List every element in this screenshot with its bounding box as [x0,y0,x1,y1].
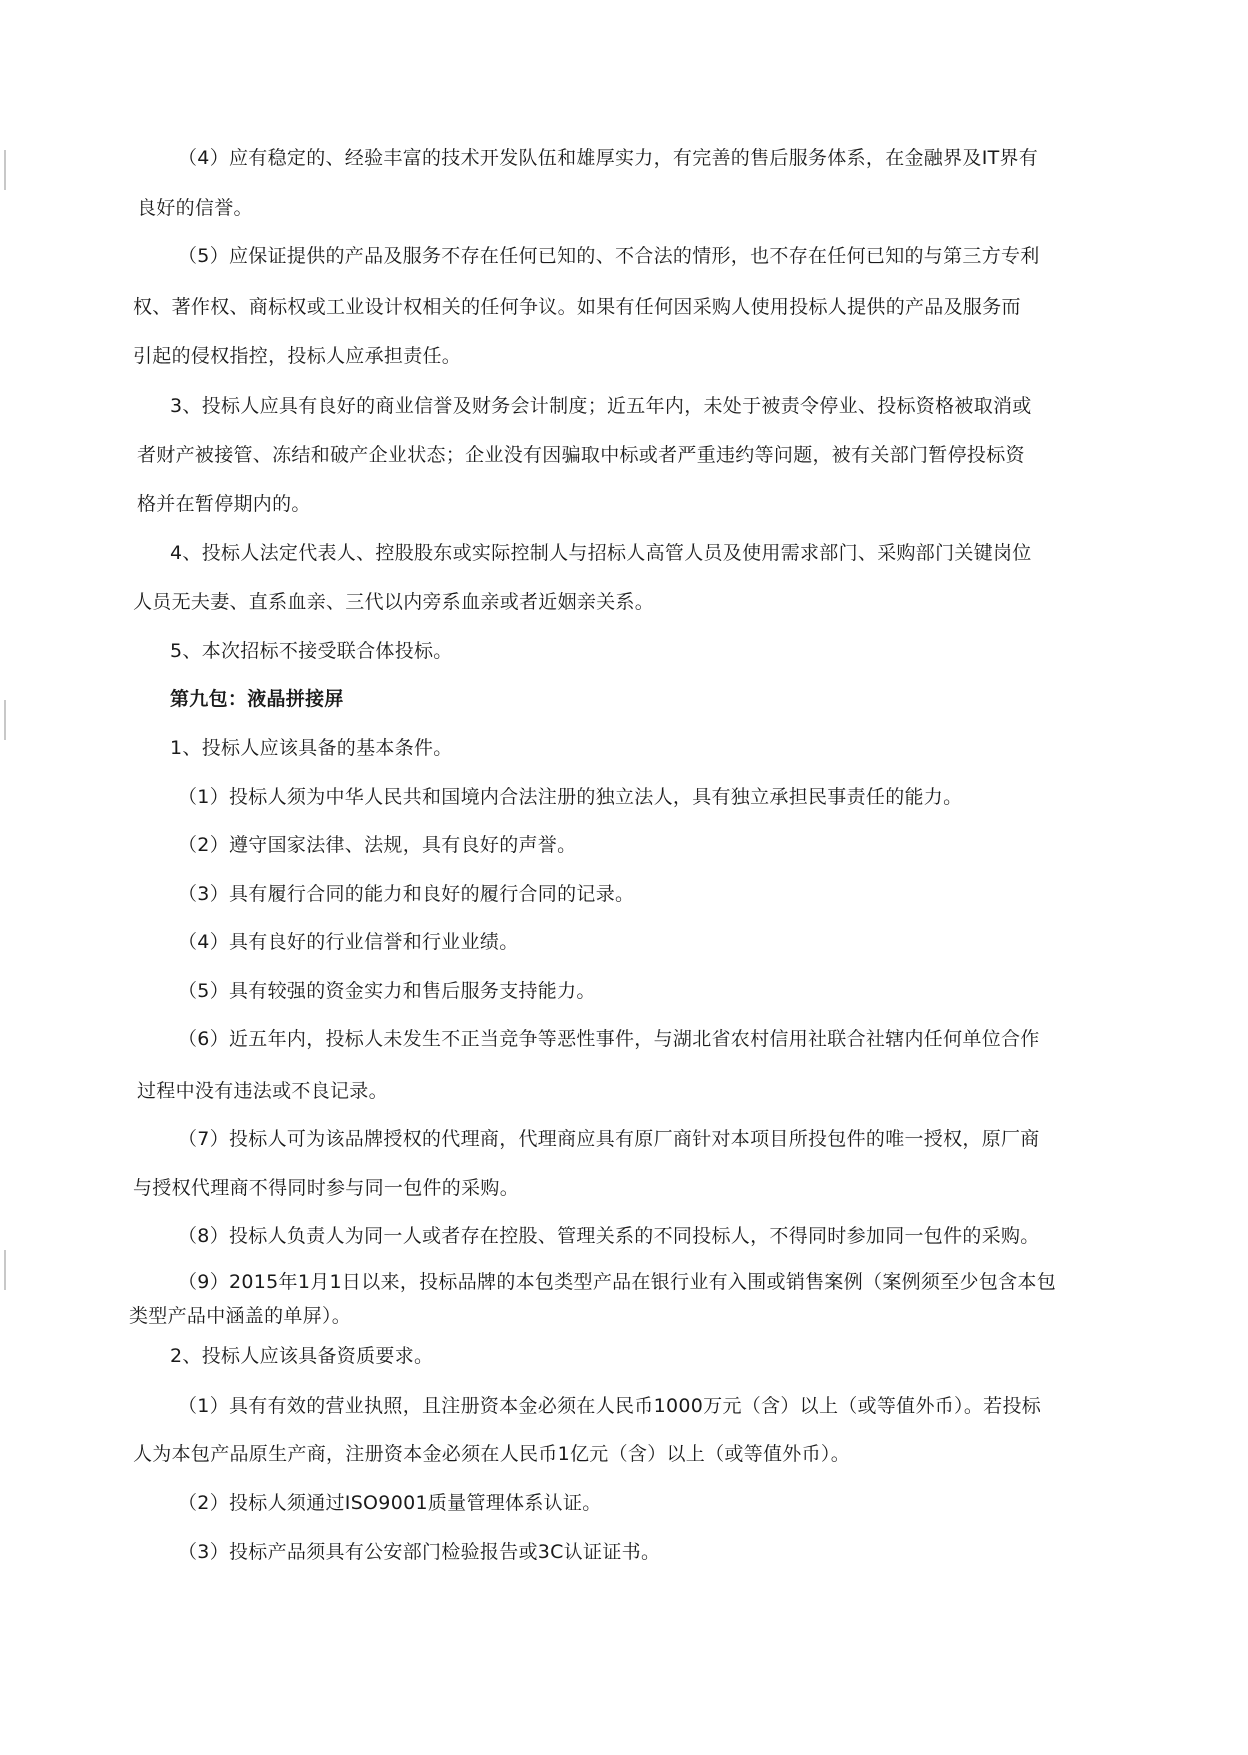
text-line: （2）投标人须通过ISO9001质量管理体系认证。 [178,1492,602,1514]
text-line: 人为本包产品原生产商，注册资本金必须在人民币1亿元（含）以上（或等值外币）。 [133,1443,850,1465]
text-line: 权、著作权、商标权或工业设计权相关的任何争议。如果有任何因采购人使用投标人提供的产品及服务而 [133,296,1021,318]
text-line: （4）具有良好的行业信誉和行业业绩。 [178,931,519,953]
text-line: （7）投标人可为该品牌授权的代理商，代理商应具有原厂商针对本项目所投包件的唯一授权，原厂商 [178,1128,1040,1150]
text-line: （6）近五年内，投标人未发生不正当竞争等恶性事件，与湖北省农村信用社联合社辖内任何单位合作 [178,1028,1040,1050]
text-line: （2）遵守国家法律、法规，具有良好的声誉。 [178,834,577,856]
text-line: 者财产被接管、冻结和破产企业状态；企业没有因骗取中标或者严重违约等问题，被有关部门暂停投标资 [137,444,1025,466]
text-line: 过程中没有违法或不良记录。 [137,1080,388,1102]
text-line: （1）投标人须为中华人民共和国境内合法注册的独立法人，具有独立承担民事责任的能力。 [178,786,963,808]
text-line: （5）应保证提供的产品及服务不存在任何已知的、不合法的情形，也不存在任何已知的与第三方专利 [178,245,1040,267]
text-line: （9）2015年1月1日以来，投标品牌的本包类型产品在银行业有入围或销售案例（案例须至少包含本包 [178,1271,1057,1293]
text-line: （4）应有稳定的、经验丰富的技术开发队伍和雄厚实力，有完善的售后服务体系，在金融界及IT界有 [178,147,1039,169]
text-line: 引起的侵权指控，投标人应承担责任。 [133,345,462,367]
text-line: 与授权代理商不得同时参与同一包件的采购。 [133,1177,520,1199]
text-line: （1）具有有效的营业执照，且注册资本金必须在人民币1000万元（含）以上（或等值外币）。若投标 [178,1395,1042,1417]
text-line: （5）具有较强的资金实力和售后服务支持能力。 [178,980,596,1002]
scan-edge-mark [4,150,6,190]
text-line: （8）投标人负责人为同一人或者存在控股、管理关系的不同投标人，不得同时参加同一包件的采购。 [178,1225,1040,1247]
section-heading: 第九包：液晶拼接屏 [170,688,344,710]
text-line: 2、投标人应该具备资质要求。 [170,1345,434,1367]
scan-edge-mark [4,1250,6,1290]
text-line: 类型产品中涵盖的单屏）。 [129,1305,352,1327]
text-line: 5、本次招标不接受联合体投标。 [170,640,453,662]
scan-edge-mark [4,700,6,740]
text-line: 3、投标人应具有良好的商业信誉及财务会计制度；近五年内，未处于被责令停业、投标资格被取消或 [170,395,1032,417]
text-line: 1、投标人应该具备的基本条件。 [170,737,453,759]
text-line: 人员无夫妻、直系血亲、三代以内旁系血亲或者近姻亲关系。 [133,591,655,613]
text-line: 4、投标人法定代表人、控股股东或实际控制人与招标人高管人员及使用需求部门、采购部门关键岗位 [170,542,1032,564]
text-line: （3）投标产品须具有公安部门检验报告或3C认证证书。 [178,1541,661,1563]
text-line: 格并在暂停期内的。 [137,493,311,515]
text-line: （3）具有履行合同的能力和良好的履行合同的记录。 [178,883,635,905]
text-line: 良好的信誉。 [137,197,253,219]
